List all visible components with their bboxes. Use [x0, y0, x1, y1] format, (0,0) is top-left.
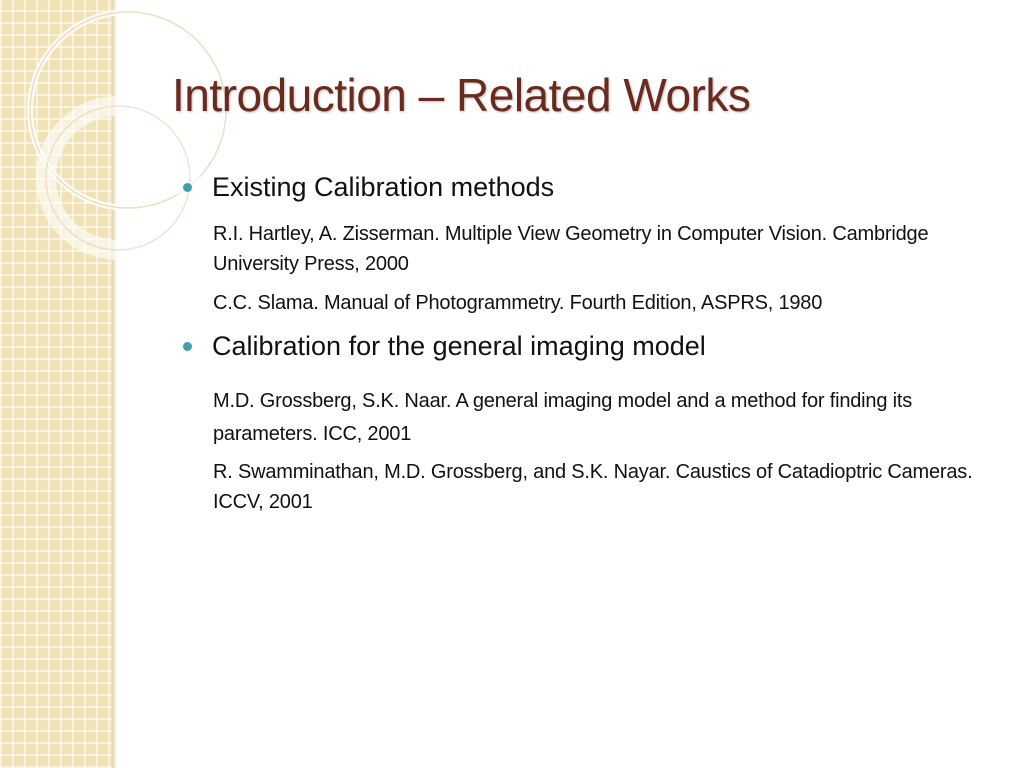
bullet-general-imaging-model [183, 331, 706, 362]
bullet-dot-icon [183, 342, 192, 351]
reference-grossberg: M.D. Grossberg, S.K. Naar. A general imaging model and a method for finding its parameters. ICC, 2001 [213, 390, 913, 445]
bullet-heading: Existing Calibration methods [212, 172, 555, 202]
reference-hartley: R.I. Hartley, A. Zisserman. Multiple View Geometry in Computer Vision. Cambridge University Press, 2000 [213, 223, 929, 275]
bullet-existing-calibration [183, 172, 554, 203]
bullet-heading: Calibration for the general imaging model [212, 331, 706, 361]
bullet-dot-icon [183, 183, 192, 192]
decorative-rings-icon [0, 0, 200, 260]
slide-title: Introduction – Related Works [172, 69, 751, 121]
reference-slama: C.C. Slama. Manual of Photogrammetry. Fourth Edition, ASPRS, 1980 [213, 292, 823, 314]
reference-swamminathan: R. Swamminathan, M.D. Grossberg, and S.K. Nayar. Caustics of Catadioptric Cameras. ICCV, 2001 [213, 461, 973, 513]
